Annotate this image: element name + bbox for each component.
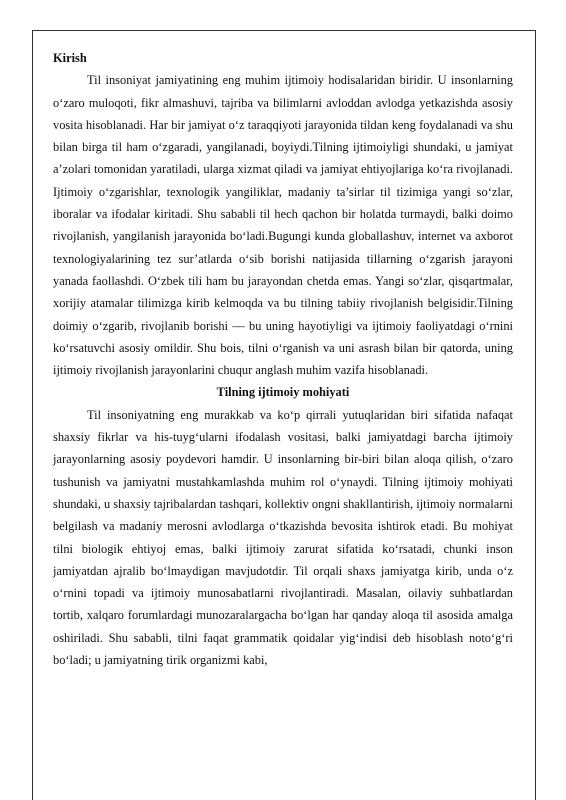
document-body [53,47,513,671]
section-heading: Tilning ijtimoiy mohiyati [216,385,350,400]
intro-heading: Kirish [53,51,87,65]
section-paragraph: Til insoniyatning eng murakkab va ko‘p qirrali yutuqlaridan biri sifatida nafaqat shaxsiy fikrlar va his-tuyg‘ularni ifodalash vositasi, balki jamiyatdagi barcha ijtimoiy jarayonlarning asosiy poydevori hamdir. U insonlarning bir-biri bilan aloqa qilish, o‘zaro tushunish va jamiyatni mustahkamlashda muhim rol o‘ynaydi. Tilning ijtimoiy mohiyati shundaki, u shaxsiy tajribalardan tashqari, kollektiv ongni shakllantirish, ijtimoiy normalarni belgilash va madaniy merosni avlodlarga o‘tkazishda bevosita ishtirok etadi. Bu mohiyat tilni biologik ehtiyoj emas, balki ijtimoiy zarurat sifatida ko‘rsatadi, chunki inson jamiyatdan ajralib bo‘lmaydigan mavjudotdir. Til orqali shaxs jamiyatga kirib, unda o‘z o‘rnini topadi va ijtimoiy munosabatlarni rivojlantiradi. Masalan, oilaviy suhbatlardan tortib, xalqaro forumlardagi munozaralargacha bo‘lgan har qanday aloqa til asosida amalga oshiriladi. Shu sababli, tilni faqat grammatik qoidalar yig‘indisi deb hisoblash noto‘g‘ri bo‘ladi; u jamiyatning tirik organizmi kabi, [53,407,513,668]
intro-paragraph: Til insoniyat jamiyatining eng muhim ijtimoiy hodisalaridan biridir. U insonlarning o‘zaro muloqoti, fikr almashuvi, tajriba va bilimlarni avloddan avlodga yetkazishda asosiy vosita hisoblanadi. Har bir jamiyat o‘z taraqqiyoti jarayonida tildan keng foydalanadi va shu bilan birga til ham o‘zgaradi, yangilanadi, boyiydi.Tilning ijtimoiyligi shundaki, u jamiyat a’zolari tomonidan yaratiladi, ularga xizmat qiladi va jamiyat ehtiyojlariga ko‘ra rivojlanadi. Ijtimoiy o‘zgarishlar, texnologik yangiliklar, madaniy ta’sirlar til tizimiga yangi so‘zlar, iboralar va ifodalar kiritadi. Shu sababli til hech qachon bir holatda turmaydi, balki doimo rivojlanish, yangilanish jarayonida bo‘ladi.Bugungi kunda globallashuv, internet va axborot texnologiyalarining tez sur’atlarda o‘sib borishi natijasida tillarning o‘zgarish jarayoni yanada faollashdi. O‘zbek tili ham bu jarayondan chetda emas. Yangi so‘zlar, qisqartmalar, xorijiy atamalar tilimizga kirib kelmoqda va bu tilning tabiiy rivojlanish belgisidir.Tilning doimiy o‘zgarib, rivojlanib borishi — bu uning hayotiyligi va ijtimoiy faoliyatdagi o‘rnini ko‘rsatuvchi asosiy omildir. Shu bois, tilni o‘rganish va uni asrash bilan bir qatorda, uning ijtimoiy rivojlanish jarayonlarini chuqur anglash muhim vazifa hisoblanadi. [53,73,513,378]
